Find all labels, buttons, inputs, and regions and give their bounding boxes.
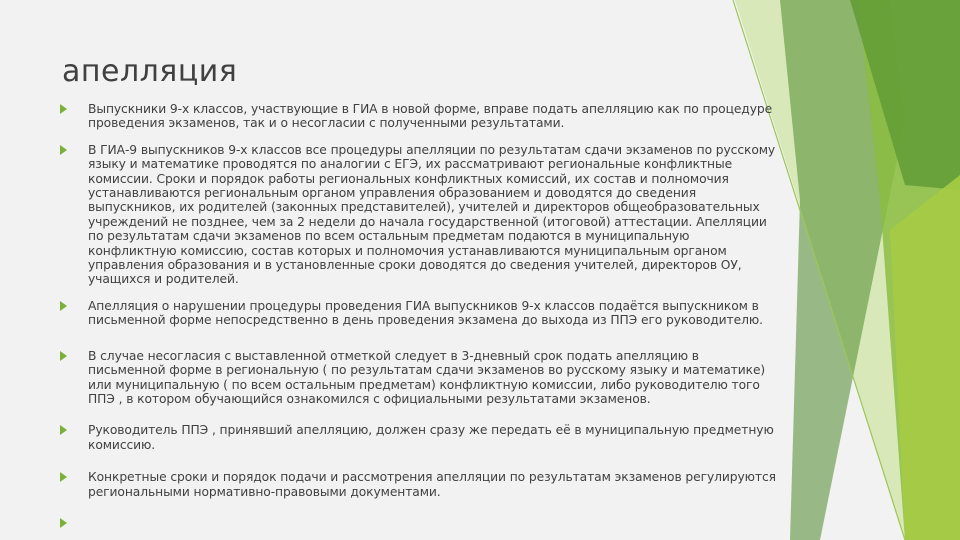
bullet-item: [60, 349, 780, 407]
bullet-arrow-icon: [60, 145, 67, 155]
bullet-item: [60, 299, 780, 328]
bullet-arrow-icon: [60, 425, 67, 435]
bullet-text: Выпускники 9-х классов, участвующие в ГИА в новой форме, вправе подать апелляцию как по процедуре проведения экзаменов, так и о несогласии с полученными результатами.: [88, 102, 773, 131]
bullet-item: [60, 470, 780, 499]
bullet-arrow-icon: [60, 518, 67, 528]
bullet-text: В ГИА-9 выпускников 9-х классов все процедуры апелляции по результатам сдачи экзаменов по русскому языку и математике проводятся по аналогии с ЕГЭ, их рассматривают региональные конфликтные комиссии. Сроки и порядок работы региональных конфликтных комиссий, их состав и полномочия устанавливаются региональным органом управления образованием и доводятся до сведения выпускников, их родителей (законных представителей), учителей и директоров общеобразовательных учреждений не позднее, чем за 2 недели до начала государственной (итоговой) аттестации. Апелляции по результатам сдачи экзаменов по всем остальным предметам подаются в муниципальную конфликтную комиссию, состав которых и полномочия устанавливаются муниципальным органом управления образования и в установленные сроки доводятся до сведения учителей, директоров ОУ, учащихся и родителей.: [88, 142, 776, 287]
bullet-list: [60, 100, 780, 530]
bullet-arrow-icon: [60, 472, 67, 482]
bullet-text: В случае несогласия с выставленной отметкой следует в 3-дневный срок подать апелляцию в письменной форме в региональную ( по результатам сдачи экзаменов во русскому языку и математике) или муниципальную ( по всем остальным предметам) конфликтную комиссии, либо руководителю того ППЭ , в котором обучающийся ознакомился с официальными результатами экзаменов.: [88, 348, 766, 406]
bullet-item-empty: [60, 516, 780, 530]
bullet-text: Конкретные сроки и порядок подачи и рассмотрения апелляции по результатам экзаменов регулируются региональными нормативно-правовыми документами.: [88, 470, 776, 499]
slide-title: апелляция: [62, 54, 238, 89]
bullet-item: [60, 423, 780, 452]
bullet-arrow-icon: [60, 351, 67, 361]
bullet-text: Апелляция о нарушении процедуры проведения ГИА выпускников 9-х классов подаётся выпускником в письменной форме непосредственно в день проведения экзамена до выхода из ППЭ его руководителю.: [88, 298, 763, 328]
bullet-arrow-icon: [60, 301, 67, 311]
bullet-arrow-icon: [60, 104, 67, 114]
bullet-text: Руководитель ППЭ , принявший апелляцию, должен сразу же передать её в муниципальную предметную комиссию.: [88, 423, 774, 452]
bullet-item: [60, 102, 780, 131]
bullet-item: [60, 143, 780, 287]
